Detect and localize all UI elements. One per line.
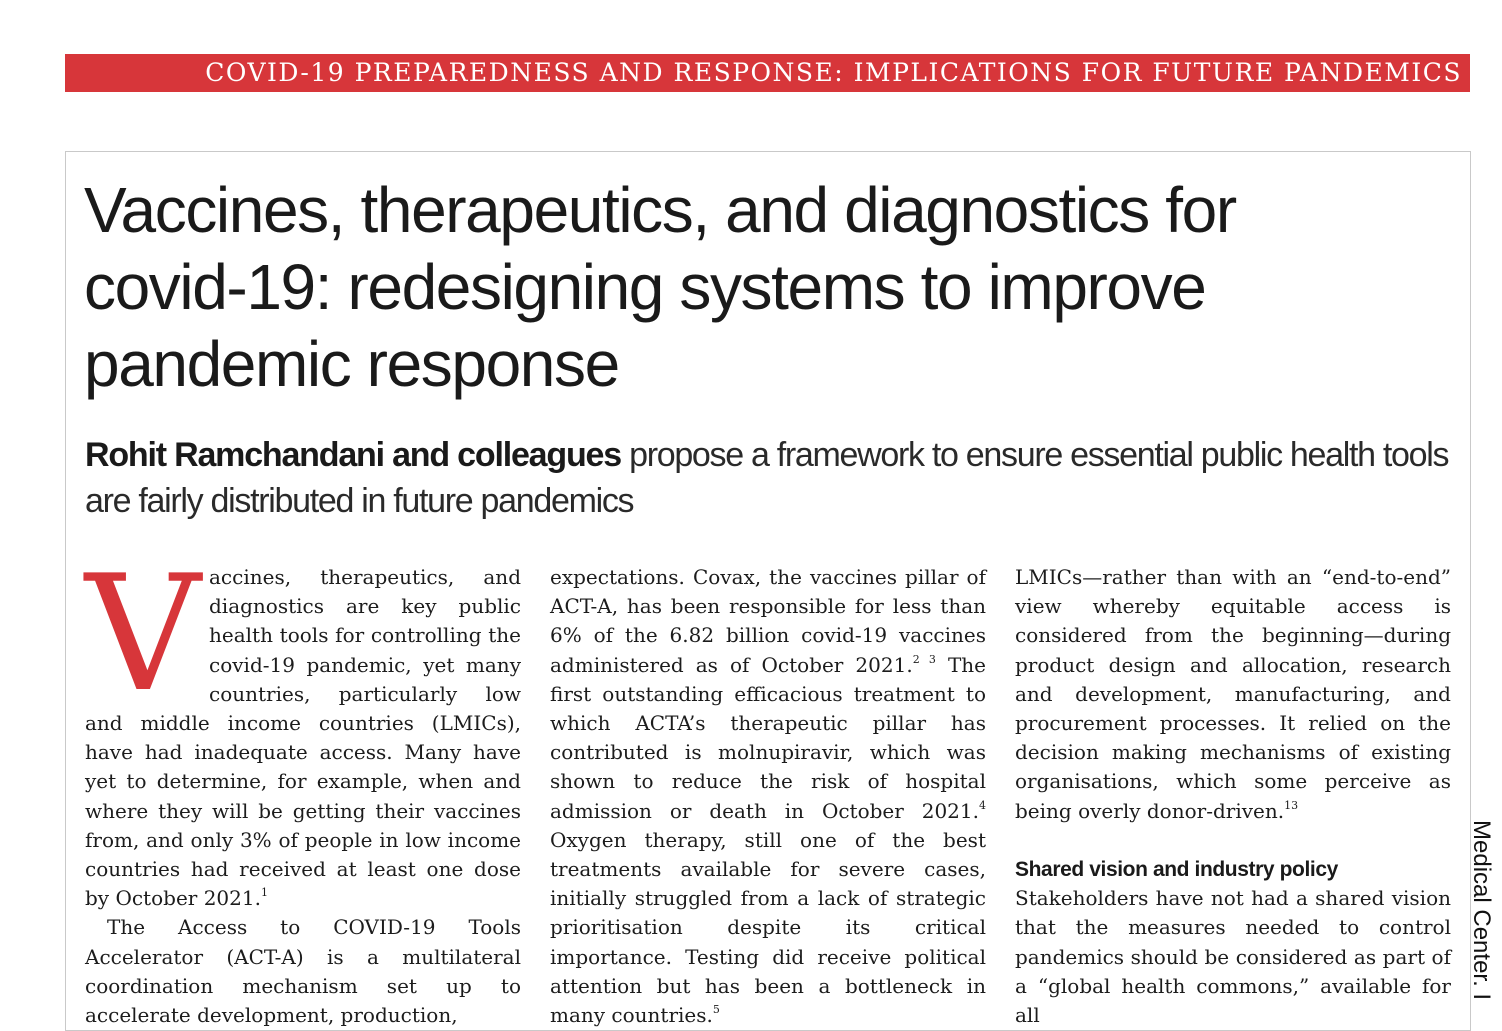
margin-vertical-note: Medical Center. I bbox=[1468, 820, 1495, 1001]
covax-text-1: expectations. Covax, the vaccines pillar of ACT-A, has been responsible for less than 6% of the 6.82 billion covid-19 vaccines administered as of October 2021. bbox=[550, 565, 986, 677]
paragraph-covax bbox=[550, 563, 986, 1030]
paragraph-intro bbox=[85, 540, 521, 913]
covax-text-3: Oxygen therapy, still one of the best treatments available for severe cases, initially struggled from a lack of strategic prioritisation despite its critical importance. Testing did receive political attention but has been a bottleneck in many countries. bbox=[550, 827, 986, 1028]
covax-text-2: The first outstanding efficacious treatment to which ACTA’s therapeutic pillar has contributed is molnupiravir, which was shown to reduce the risk of hospital admission or death in October 2021. bbox=[550, 652, 986, 823]
paragraph-stakeholders: Stakeholders have not had a shared vision that the measures needed to control pandemics should be considered as part of a “global health commons,” available for all bbox=[1015, 886, 1451, 1028]
reference-5: 5 bbox=[712, 1003, 720, 1017]
paragraph-lmics bbox=[1015, 563, 1451, 826]
standfirst-authors: Rohit Ramchandani and colleagues bbox=[85, 436, 621, 474]
reference-4: 4 bbox=[979, 798, 986, 812]
section-banner-label: COVID-19 PREPAREDNESS AND RESPONSE: IMPLICATIONS FOR FUTURE PANDEMICS bbox=[205, 58, 1462, 87]
drop-cap: V bbox=[85, 540, 201, 727]
standfirst bbox=[85, 432, 1455, 524]
reference-13: 13 bbox=[1284, 798, 1299, 812]
lmics-text: LMICs—rather than with an “end-to-end” view whereby equitable access is considered from the beginning—during product design and allocation, research and development, manufacturing, and procurement processes. It relied on the decision making mechanisms of existing organisations, which some perceive as being overly donor-driven. bbox=[1015, 565, 1451, 823]
paragraph-intro-text: accines, therapeutics, and diagnostics are key public health tools for controlling the covid-19 pandemic, yet many countries, particularly low and middle income countries (LMICs), have had inadequate access. Many have yet to determine, for example, when and where they will be getting their vaccines from, and only 3% of people in low income countries had received at least one dose by October 2021. bbox=[85, 565, 521, 911]
body-column-1 bbox=[85, 540, 521, 1030]
reference-2-3: 2 3 bbox=[912, 652, 936, 666]
paragraph-act-a: The Access to COVID-19 Tools Accelerator (ACT-A) is a multilateral coordination mechanism set up to accelerate development, production, bbox=[85, 915, 521, 1028]
standfirst-text: propose a framework to ensure essential public health tools are fairly distributed in future pandemics bbox=[85, 436, 1449, 520]
article-title: Vaccines, therapeutics, and diagnostics for covid-19: redesigning systems to improve pandemic response bbox=[84, 174, 1236, 400]
subheading-shared-vision: Shared vision and industry policy bbox=[1015, 858, 1338, 882]
section-banner bbox=[65, 54, 1470, 92]
reference-1: 1 bbox=[260, 886, 268, 900]
body-column-2 bbox=[550, 563, 986, 1030]
body-column-3 bbox=[1015, 563, 1451, 1030]
